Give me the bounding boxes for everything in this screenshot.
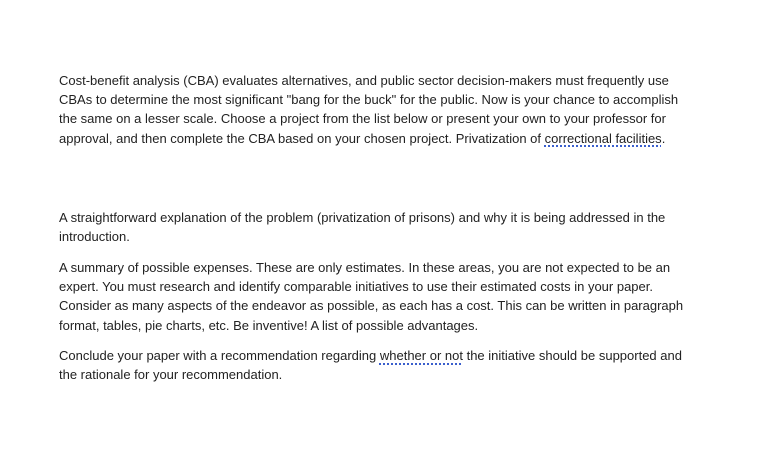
paragraph-expenses <box>59 258 699 335</box>
paragraph-conclusion-text: Conclude your paper with a recommendation regarding <box>59 348 380 363</box>
paragraph-problem <box>59 208 699 246</box>
paragraph-problem-text: A straightforward explanation of the problem (privatization of prisons) and why it is being addressed in the introduction. <box>59 210 666 245</box>
paragraph-expenses-text: A summary of possible expenses. These are only estimates. In these areas, you are not expected to be an expert. You must research and identify comparable initiatives to use their estimated costs in your paper. Consider as many aspects of the endeavor as possible, as each has a cost. This can be written in paragraph format, tables, pie charts, etc. Be inventive! A list of possible advantages. <box>59 260 684 333</box>
grammar-flag-whether-or-not[interactable]: whether or not <box>379 348 463 363</box>
paragraph-intro-end: . <box>661 130 666 146</box>
grammar-flag-correctional-facilities[interactable]: correctional facilities <box>544 130 662 146</box>
paragraph-intro <box>59 71 699 148</box>
paragraph-intro-text: Cost-benefit analysis (CBA) evaluates alternatives, and public sector decision-makers must frequently use CBAs to determine the most significant "bang for the buck" for the public. Now is your chance to accomplish the same on a lesser scale. Choose a project from the list below or present your own to your professor for approval, and then complete the CBA based on your chosen project. Privatization of <box>59 73 679 146</box>
paragraph-conclusion-end: the initiative should be supported and the rationale for your recommendation. <box>59 348 682 383</box>
paragraph-conclusion <box>59 346 699 384</box>
